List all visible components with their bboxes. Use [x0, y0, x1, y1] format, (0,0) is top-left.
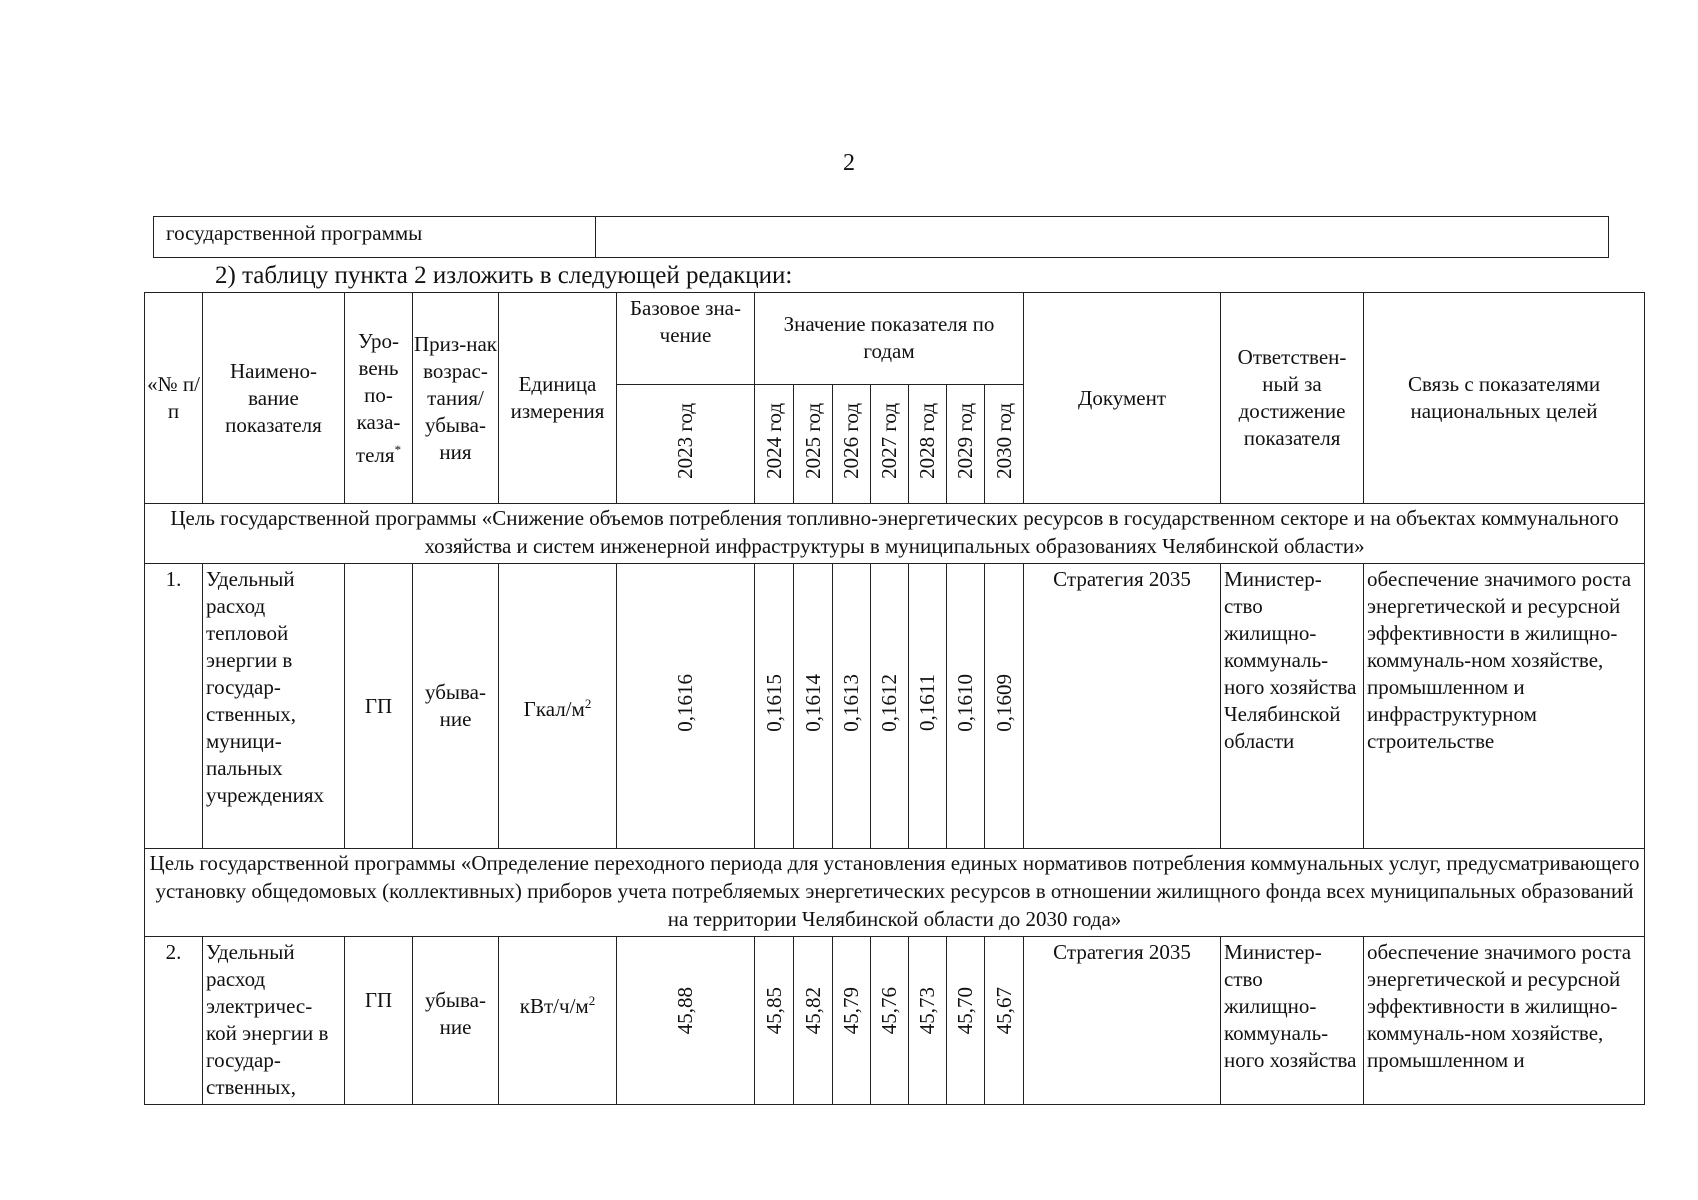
- header-unit: Единица измерения: [499, 293, 617, 504]
- header-year: 2026 год: [833, 385, 871, 504]
- header-year: 2030 год: [985, 385, 1024, 504]
- row-name: Удельный расход тепловой энергии в государ-ственных, муници-пальных учреждениях: [203, 564, 345, 849]
- header-year: 2028 год: [909, 385, 947, 504]
- row-year-value: 45,67: [985, 937, 1024, 1105]
- row-year-value: 0,1610: [947, 564, 985, 849]
- header-sign: Приз-нак возрас-тания/ убыва-ния: [413, 293, 499, 504]
- header-year: 2027 год: [871, 385, 909, 504]
- header-year: 2024 год: [755, 385, 794, 504]
- indicators-table: [144, 292, 1645, 1105]
- previous-table-fragment: [153, 216, 1609, 258]
- header-document: Документ: [1024, 293, 1221, 504]
- header-name: Наимено-вание показателя: [203, 293, 345, 504]
- row-year-value: 0,1614: [794, 564, 833, 849]
- row-year-value: 45,70: [947, 937, 985, 1105]
- header-responsible: Ответствен-ный за достижение показателя: [1221, 293, 1364, 504]
- header-level: Уро-вень по-каза-теля*: [345, 293, 413, 504]
- header-link: Связь с показателями национальных целей: [1364, 293, 1645, 504]
- header-base-year: 2023 год: [617, 385, 755, 504]
- row-unit: кВт/$ч/м^2$: [499, 937, 617, 1105]
- previous-table-cell-left: государственной программы: [154, 217, 596, 257]
- row-year-value: 0,1612: [871, 564, 909, 849]
- row-year-value: 0,1609: [985, 564, 1024, 849]
- row-year-value: 0,1613: [833, 564, 871, 849]
- row-base-value: 0,1616: [617, 564, 755, 849]
- header-year: 2025 год: [794, 385, 833, 504]
- row-level: ГП: [345, 937, 413, 1105]
- row-responsible: Министер-ство жилищно-коммуналь-ного хозяйства Челябинской области: [1221, 564, 1364, 849]
- header-num: «№ п/п: [145, 293, 203, 504]
- row-year-value: 45,76: [871, 937, 909, 1105]
- row-link: обеспечение значимого роста энергетической и ресурсной эффективности в жилищно-коммуналь-ном хозяйстве, промышленном и инфраструктурном строительстве: [1364, 564, 1645, 849]
- row-link: обеспечение значимого роста энергетической и ресурсной эффективности в жилищно-коммуналь-ном хозяйстве, промышленном и: [1364, 937, 1645, 1105]
- row-name: Удельный расход электричес-кой энергии в государ-ственных,: [203, 937, 345, 1105]
- row-sign: убыва-ние: [413, 564, 499, 849]
- table-row: [145, 937, 1645, 1105]
- row-num: 2.: [145, 937, 203, 1105]
- row-year-value: 45,73: [909, 937, 947, 1105]
- row-year-value: 45,85: [755, 937, 794, 1105]
- row-year-value: 0,1615: [755, 564, 794, 849]
- row-responsible: Министер-ство жилищно-коммуналь-ного хозяйства: [1221, 937, 1364, 1105]
- row-base-value: 45,88: [617, 937, 755, 1105]
- page-number: 2: [843, 150, 855, 176]
- table-row: [145, 564, 1645, 849]
- row-sign: убыва-ние: [413, 937, 499, 1105]
- goal-row-2: Цель государственной программы «Определение переходного периода для установления единых нормативов потребления коммунальных услуг, предусматривающего установку общедомовых (коллективных) приборов учета потребляемых энергетических ресурсов в отношении жилищного фонда всех муниципальных образований на территории Челябинской области до 2030 года»: [145, 849, 1645, 937]
- header-values-by-year: Значение показателя по годам: [755, 293, 1024, 385]
- intro-text: 2) таблицу пункта 2 изложить в следующей редакции:: [215, 262, 793, 289]
- header-year: 2029 год: [947, 385, 985, 504]
- row-unit: Гкал/$м^2$: [499, 564, 617, 849]
- row-document: Стратегия 2035: [1024, 937, 1221, 1105]
- row-year-value: 45,82: [794, 937, 833, 1105]
- goal-row-1: Цель государственной программы «Снижение объемов потребления топливно-энергетических ресурсов в государственном секторе и на объектах коммунального хозяйства и систем инженерной инфраструктуры в муниципальных образованиях Челябинской области»: [145, 504, 1645, 564]
- row-num: 1.: [145, 564, 203, 849]
- row-year-value: 45,79: [833, 937, 871, 1105]
- header-base: Базовое зна-чение: [617, 293, 755, 385]
- row-document: Стратегия 2035: [1024, 564, 1221, 849]
- row-year-value: 0,1611: [909, 564, 947, 849]
- row-level: ГП: [345, 564, 413, 849]
